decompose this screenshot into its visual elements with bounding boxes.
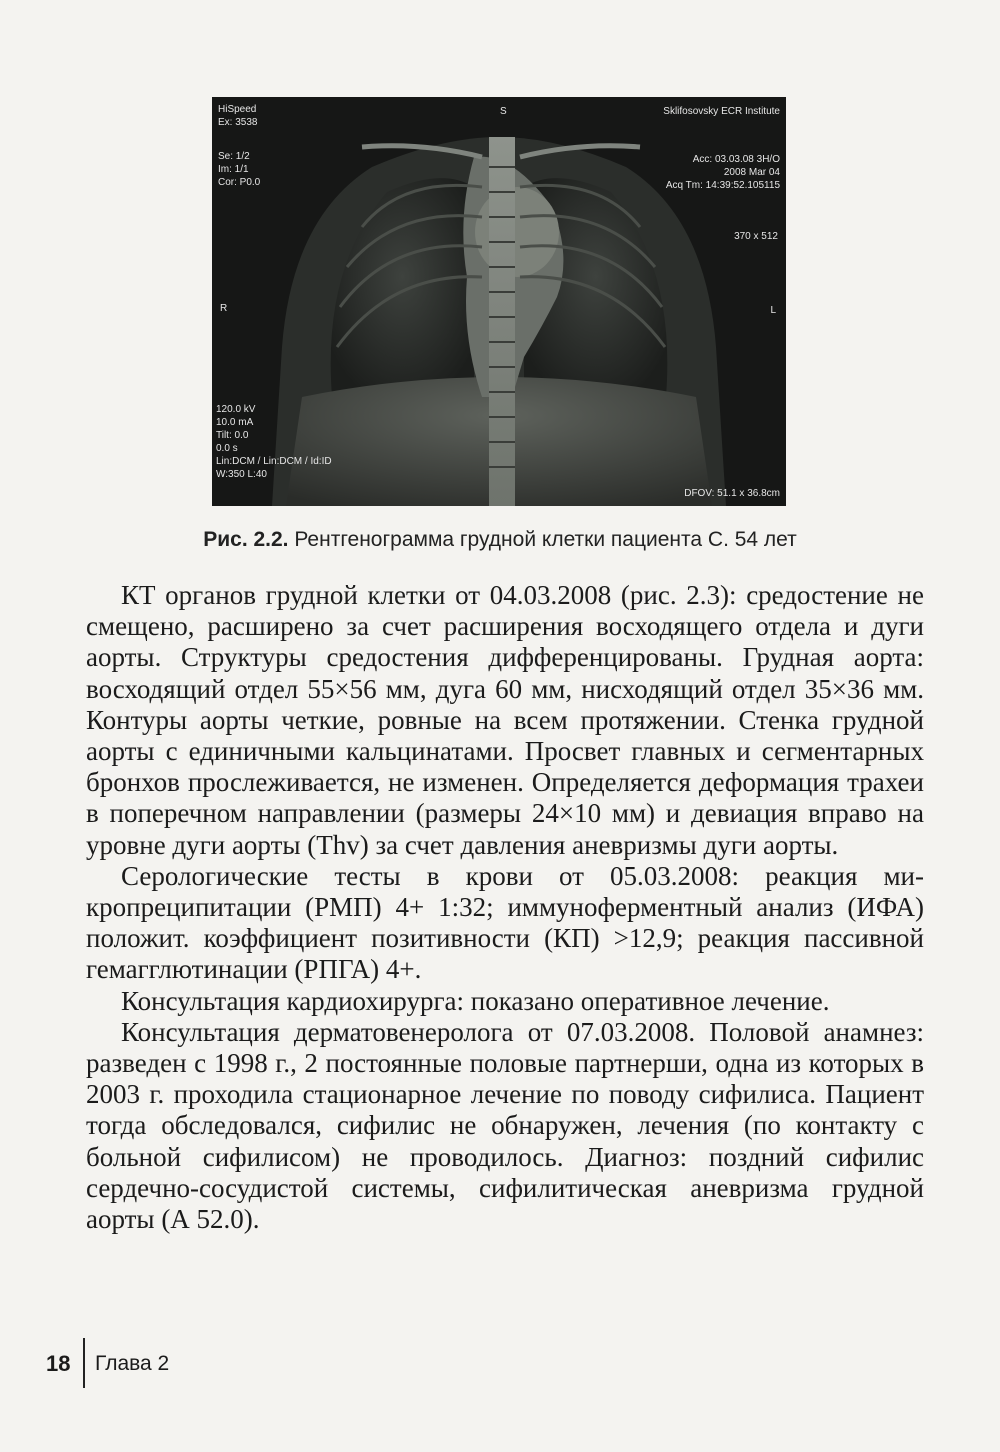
overlay-exposure: 120.0 kV 10.0 mA Tilt: 0.0 0.0 s Lin:DCM / Lin:DCM / Id:ID W:350 L:40: [216, 404, 332, 480]
paragraph-cardiosurgeon: Консультация кардиохирурга: показано оперативное лечение.: [121, 985, 830, 1016]
footer-divider: [83, 1338, 85, 1388]
overlay-superior-marker: S: [500, 106, 507, 117]
paragraph-serology: Серологические тесты в крови от 05.03.2008: реакция микропреципитации (РМП) 4+ 1:32; иммуноферментный анализ (ИФА) положит. коэффициент позитивности (КП) >12,9; реакция пассивной гемагглютинации (РПГА) 4+.: [86, 860, 924, 985]
caption-label: Рис. 2.2.: [203, 528, 289, 551]
overlay-top-left: HiSpeed Ex: 3538: [218, 104, 258, 128]
overlay-dfov: DFOV: 51.1 x 36.8cm: [684, 488, 780, 499]
page-number: 18: [46, 1351, 71, 1376]
chest-xray-figure: [212, 97, 786, 506]
paragraph-ct: КТ органов грудной клетки от 04.03.2008 (рис. 2.3): средостение не смещено, расширено за счет расширения восходящего отдела и дуги аорты. Структуры средостения дифференцированы. Грудная аорта: восходящий отдел 55×56 мм, дуга 60 мм, нисходящий отдел 35×36 мм. Контуры аорты четкие, ровные на всем протяжении. Стенка грудной аорты с единичными кальцинатами. Просвет главных и сегментарных бронхов прослеживается, не изменен. Определяется деформация трахеи в поперечном направлении (размеры 24×10 мм) и девиация вправо на уровне дуги аорты (Thv) за счет давления аневризмы дуги аорты.: [86, 580, 924, 860]
overlay-matrix: 370 x 512: [734, 231, 778, 242]
overlay-right-marker: R: [220, 303, 228, 314]
overlay-left-marker: L: [770, 305, 776, 316]
caption-text: Рентгенограмма грудной клетки пациента С. 54 лет: [288, 528, 797, 551]
body-text: [86, 580, 924, 1235]
overlay-institute: Sklifosovsky ECR Institute: [663, 106, 780, 117]
paragraph-dermatovenerologist: Консультация дерматовенеролога от 07.03.2008. Половой анамнез: разведен с 1998 г., 2 постоянные половые партнерши, одна из которых в 2003 г. проходила стационарное лечение по поводу сифилиса. Пациент тогда обследовался, сифилис не обнаружен, лечения (по контакту с больной сифилисом) не проводилось. Диагноз: поздний сифилис сердечно-сосудистой системы, сифилитическая аневризма грудной аорты (А 52.0).: [86, 1016, 924, 1235]
overlay-acquisition: Acc: 03.03.08 3H/O 2008 Mar 04 Acq Tm: 14:39:52.105115: [665, 154, 780, 191]
overlay-top-left-series: Se: 1/2 Im: 1/1 Cor: P0.0: [218, 151, 261, 188]
running-footer-chapter: Глава 2: [95, 1352, 170, 1375]
figure-caption: [0, 528, 1000, 552]
